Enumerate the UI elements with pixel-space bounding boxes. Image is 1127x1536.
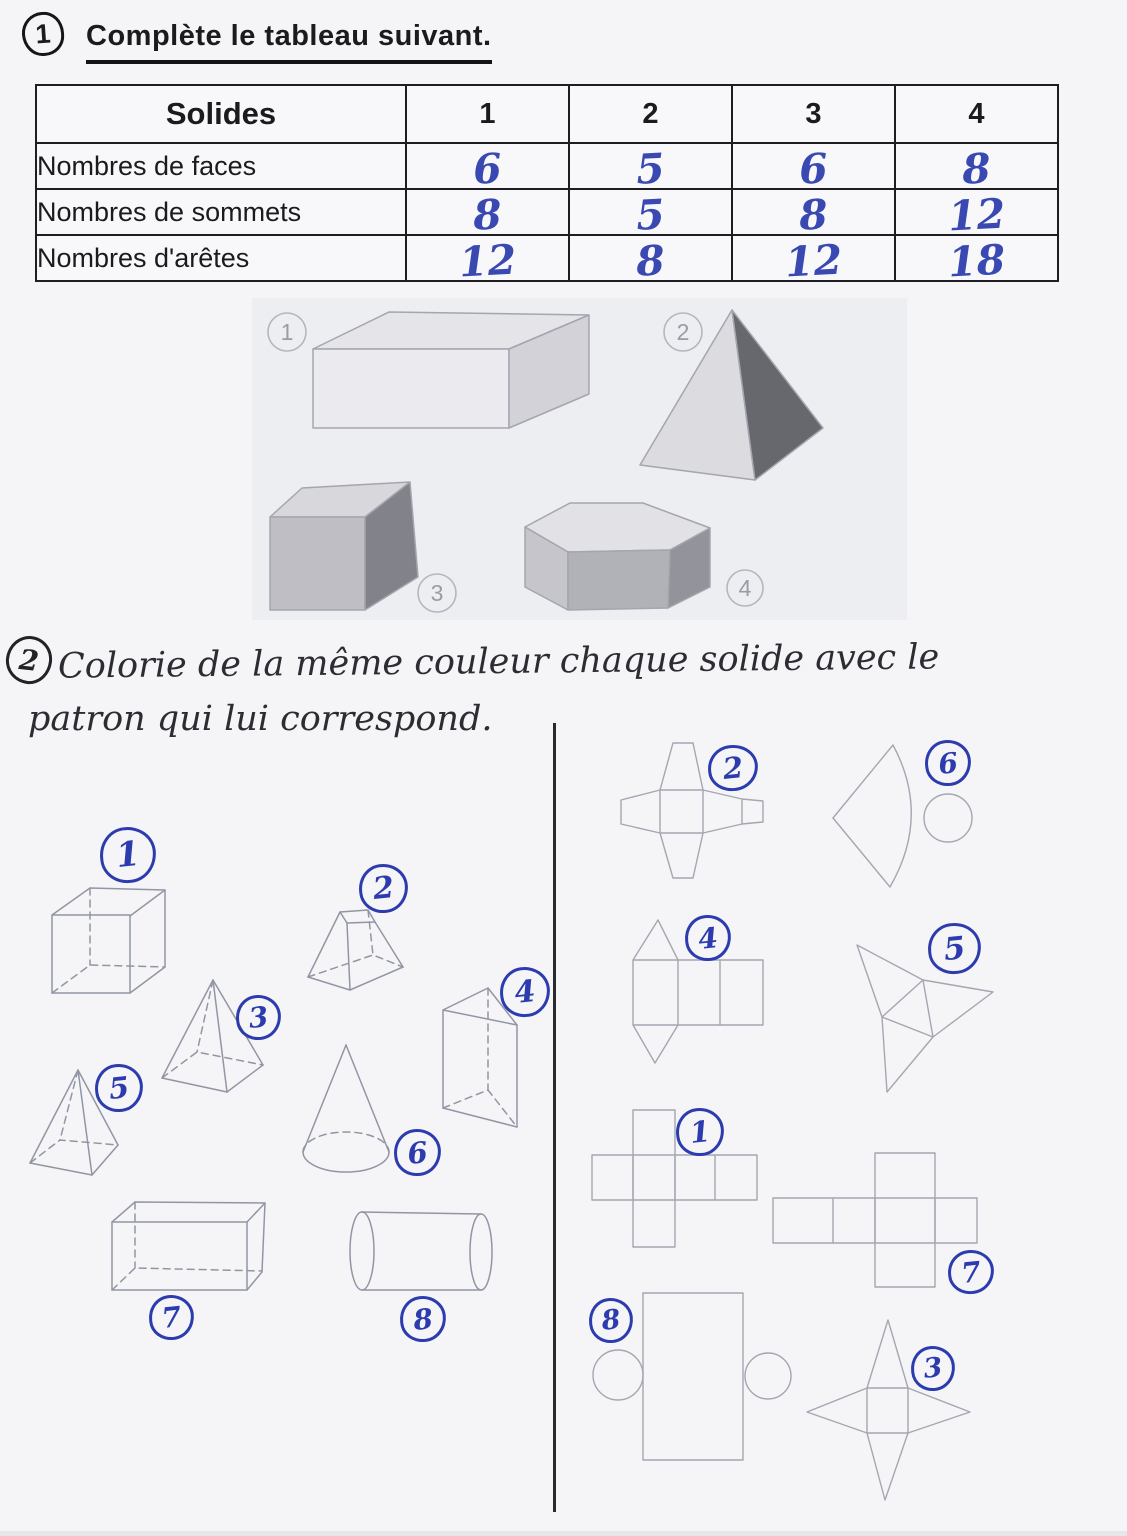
solid-number-badge: 1 xyxy=(97,824,159,886)
sketch-cone xyxy=(303,1045,389,1172)
sketched-solids xyxy=(0,810,553,1370)
handwritten-answer: 18 xyxy=(946,235,1007,286)
net-number-badge: 2 xyxy=(706,743,761,794)
row-label: Nombres de sommets xyxy=(36,189,406,235)
solid-number-badge: 5 xyxy=(93,1062,146,1115)
net-tetrahedron xyxy=(857,945,993,1092)
net-number-badge: 5 xyxy=(925,920,983,976)
exercise2-number-badge: 2 xyxy=(4,634,55,687)
solids-figure xyxy=(0,0,1127,660)
net-number-badge: 1 xyxy=(674,1106,727,1159)
exercise2-instruction-line1: Colorie de la même couleur chaque solide avec le xyxy=(57,637,940,687)
solid-number-badge: 2 xyxy=(357,862,411,916)
handwritten-answer: 5 xyxy=(635,143,667,194)
table-header-col1: 1 xyxy=(406,85,569,143)
handwritten-answer: 5 xyxy=(635,189,667,240)
handwritten-answer: 12 xyxy=(783,235,844,286)
row-label: Nombres de faces xyxy=(36,143,406,189)
net-rectangular-box xyxy=(773,1153,977,1287)
solid-number-badge: 8 xyxy=(398,1294,449,1345)
scan-artifact xyxy=(0,1531,1127,1536)
handwritten-answer: 12 xyxy=(946,189,1007,240)
figure-label-2: 2 xyxy=(676,319,690,345)
net-number-badge: 4 xyxy=(683,913,734,964)
solid-number-badge: 4 xyxy=(498,965,553,1020)
handwritten-answer: 8 xyxy=(472,189,504,240)
net-number-badge: 3 xyxy=(909,1344,957,1393)
sketch-truncated-pyramid xyxy=(308,910,403,990)
table-header-col3: 3 xyxy=(732,85,895,143)
solid-number-badge: 6 xyxy=(392,1127,444,1179)
net-cube xyxy=(592,1110,757,1247)
net-number-badge: 8 xyxy=(587,1296,635,1345)
exercise1-title: Complète le tableau suivant. xyxy=(86,20,492,64)
sketch-rectangular-box xyxy=(112,1202,265,1290)
net-number-badge: 7 xyxy=(946,1248,996,1297)
solid-nets xyxy=(556,725,1127,1515)
handwritten-answer: 6 xyxy=(798,143,830,194)
row-label: Nombres d'arêtes xyxy=(36,235,406,281)
handwritten-answer: 12 xyxy=(457,235,518,286)
exercise1-number-badge: 1 xyxy=(21,11,66,58)
table-header-col2: 2 xyxy=(569,85,732,143)
figure-label-1: 1 xyxy=(280,319,294,345)
handwritten-answer: 8 xyxy=(635,235,667,286)
handwritten-answer: 8 xyxy=(961,143,993,194)
figure-label-3: 3 xyxy=(430,580,444,606)
sketch-cylinder xyxy=(350,1212,492,1290)
table-header-col4: 4 xyxy=(895,85,1058,143)
handwritten-answer: 8 xyxy=(798,189,830,240)
solid-number-badge: 7 xyxy=(147,1293,196,1342)
net-number-badge: 6 xyxy=(923,738,974,789)
table-header-solides: Solides xyxy=(36,85,406,143)
exercise2-instruction-line2: patron qui lui correspond. xyxy=(28,699,493,739)
solid-number-badge: 3 xyxy=(234,993,283,1042)
figure-label-4: 4 xyxy=(738,575,752,601)
handwritten-answer: 6 xyxy=(472,143,504,194)
sketch-cube xyxy=(52,888,165,993)
net-square-pyramid xyxy=(807,1320,970,1500)
